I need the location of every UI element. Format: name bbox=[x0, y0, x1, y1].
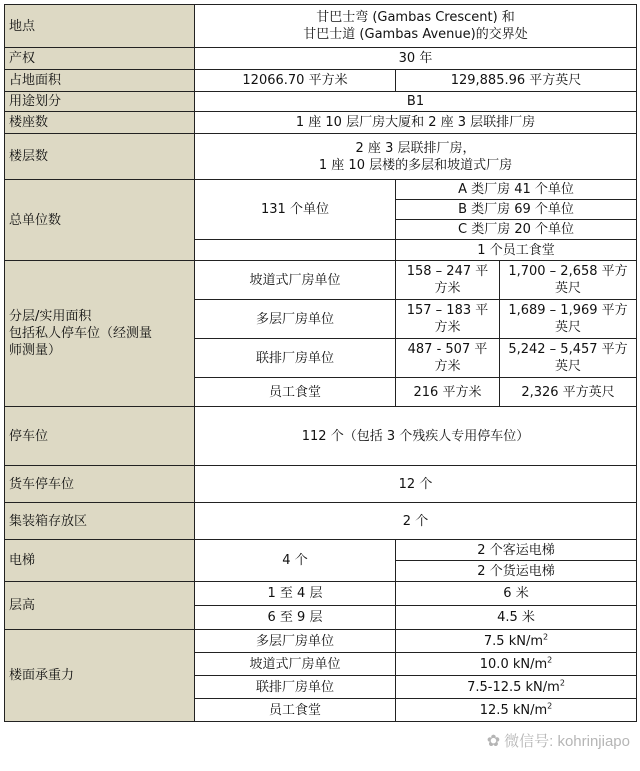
load-type-ramp: 坡道式厂房单位 bbox=[195, 653, 396, 676]
strata-sqft-ramp-line2: 英尺 bbox=[555, 281, 582, 296]
load-value-ramp bbox=[396, 653, 637, 676]
strata-sqft-ramp-line1: 1,700 – 2,658 平方 bbox=[508, 264, 628, 279]
strata-sqft-multi-line1: 1,689 – 1,969 平方 bbox=[508, 303, 628, 318]
load-value-canteen bbox=[396, 699, 637, 722]
lifts-passenger: 2 个客运电梯 bbox=[396, 540, 637, 561]
load-value-ramp-sup: 2 bbox=[547, 655, 553, 665]
units-canteen: 1 个员工食堂 bbox=[396, 240, 637, 261]
wechat-watermark bbox=[487, 730, 630, 751]
load-value-terrace bbox=[396, 676, 637, 699]
strata-sqm-multi-line1: 157 – 183 平 bbox=[406, 303, 489, 318]
row-strata-ramp bbox=[5, 261, 637, 300]
strata-sqm-multi-line2: 方米 bbox=[434, 320, 461, 335]
row-ceiling-1 bbox=[5, 582, 637, 606]
floor-load-label: 楼面承重力 bbox=[5, 630, 195, 722]
units-empty-cell bbox=[195, 240, 396, 261]
lorry-label: 货车停车位 bbox=[5, 466, 195, 503]
strata-type-canteen: 员工食堂 bbox=[195, 378, 396, 407]
ceiling-height-2: 4.5 米 bbox=[396, 606, 637, 630]
load-type-canteen: 员工食堂 bbox=[195, 699, 396, 722]
strata-type-terrace: 联排厂房单位 bbox=[195, 339, 396, 378]
ceiling-label: 层高 bbox=[5, 582, 195, 630]
zoning-label: 用途划分 bbox=[5, 92, 195, 112]
blocks-label: 楼座数 bbox=[5, 112, 195, 134]
strata-sqm-terrace-line2: 方米 bbox=[434, 359, 461, 374]
strata-sqm-ramp-line1: 158 – 247 平 bbox=[406, 264, 489, 279]
ceiling-height-1: 6 米 bbox=[396, 582, 637, 606]
storeys-line1: 2 座 3 层联排厂房， bbox=[355, 140, 476, 156]
strata-sqm-ramp-line2: 方米 bbox=[434, 281, 461, 296]
load-value-ramp-text: 10.0 kN/m bbox=[479, 656, 548, 672]
parking-value: 112 个（包括 3 个残疾人专用停车位） bbox=[195, 407, 637, 466]
spec-sheet bbox=[4, 4, 636, 766]
load-type-multi: 多层厂房单位 bbox=[195, 630, 396, 653]
row-lorry bbox=[5, 466, 637, 503]
strata-label bbox=[5, 261, 195, 407]
strata-type-ramp: 坡道式厂房单位 bbox=[195, 261, 396, 300]
row-storeys bbox=[5, 134, 637, 180]
units-label: 总单位数 bbox=[5, 180, 195, 261]
strata-sqft-ramp bbox=[500, 261, 637, 300]
watermark-text: 微信号: kohrinjiapo bbox=[504, 733, 630, 750]
storeys-line2: 1 座 10 层楼的多层和坡道式厂房 bbox=[318, 157, 513, 173]
storeys-value bbox=[195, 134, 637, 180]
lifts-total: 4 个 bbox=[195, 540, 396, 582]
tenure-value: 30 年 bbox=[195, 48, 637, 70]
units-total: 131 个单位 bbox=[195, 180, 396, 240]
load-value-canteen-text: 12.5 kN/m bbox=[479, 702, 548, 718]
row-zoning bbox=[5, 92, 637, 112]
strata-sqm-canteen: 216 平方米 bbox=[396, 378, 500, 407]
row-blocks bbox=[5, 112, 637, 134]
zoning-value: B1 bbox=[195, 92, 637, 112]
strata-sqm-ramp bbox=[396, 261, 500, 300]
load-value-multi-text: 7.5 kN/m bbox=[483, 633, 544, 649]
storeys-label: 楼层数 bbox=[5, 134, 195, 180]
strata-sqm-multi bbox=[396, 300, 500, 339]
strata-sqft-multi-line2: 英尺 bbox=[555, 320, 582, 335]
row-load-multi bbox=[5, 630, 637, 653]
tenure-label: 产权 bbox=[5, 48, 195, 70]
strata-sqft-multi bbox=[500, 300, 637, 339]
location-label: 地点 bbox=[5, 5, 195, 48]
parking-label: 停车位 bbox=[5, 407, 195, 466]
row-units bbox=[5, 180, 637, 200]
blocks-value: 1 座 10 层厂房大厦和 2 座 3 层联排厂房 bbox=[195, 112, 637, 134]
load-value-multi-sup: 2 bbox=[543, 632, 549, 642]
row-parking bbox=[5, 407, 637, 466]
load-value-terrace-sup: 2 bbox=[559, 678, 565, 688]
wechat-icon: ✿ bbox=[486, 733, 501, 750]
location-line2: 甘巴士道 (Gambas Avenue)的交界处 bbox=[303, 27, 528, 42]
container-label: 集装箱存放区 bbox=[5, 503, 195, 540]
lorry-value: 12 个 bbox=[195, 466, 637, 503]
row-tenure bbox=[5, 48, 637, 70]
land-area-sqft: 129,885.96 平方英尺 bbox=[396, 70, 637, 92]
strata-sqft-canteen: 2,326 平方英尺 bbox=[500, 378, 637, 407]
land-area-sqm: 12066.70 平方米 bbox=[195, 70, 396, 92]
strata-type-multi: 多层厂房单位 bbox=[195, 300, 396, 339]
units-type-b: B 类厂房 69 个单位 bbox=[396, 200, 637, 220]
load-type-terrace: 联排厂房单位 bbox=[195, 676, 396, 699]
strata-sqft-terrace-line1: 5,242 – 5,457 平方 bbox=[508, 342, 628, 357]
strata-label-line1: 分层/实用面积 bbox=[9, 309, 92, 324]
strata-sqft-terrace-line2: 英尺 bbox=[555, 359, 582, 374]
row-lifts-passenger bbox=[5, 540, 637, 561]
lifts-cargo: 2 个货运电梯 bbox=[396, 561, 637, 582]
row-land-area bbox=[5, 70, 637, 92]
container-value: 2 个 bbox=[195, 503, 637, 540]
units-type-a: A 类厂房 41 个单位 bbox=[396, 180, 637, 200]
strata-sqm-terrace bbox=[396, 339, 500, 378]
lifts-label: 电梯 bbox=[5, 540, 195, 582]
load-value-multi bbox=[396, 630, 637, 653]
load-value-canteen-sup: 2 bbox=[547, 701, 553, 711]
row-container bbox=[5, 503, 637, 540]
ceiling-floors-2: 6 至 9 层 bbox=[195, 606, 396, 630]
strata-label-line3: 师测量） bbox=[9, 343, 62, 358]
load-value-terrace-text: 7.5-12.5 kN/m bbox=[467, 679, 560, 695]
strata-label-line2: 包括私人停车位（经测量 bbox=[9, 326, 153, 341]
land-area-label: 占地面积 bbox=[5, 70, 195, 92]
ceiling-floors-1: 1 至 4 层 bbox=[195, 582, 396, 606]
strata-sqm-terrace-line1: 487 - 507 平 bbox=[407, 342, 488, 357]
units-type-c: C 类厂房 20 个单位 bbox=[396, 220, 637, 240]
property-spec-table bbox=[4, 4, 637, 722]
location-line1: 甘巴士弯 (Gambas Crescent) 和 bbox=[316, 10, 515, 25]
location-value bbox=[195, 5, 637, 48]
row-location bbox=[5, 5, 637, 48]
strata-sqft-terrace bbox=[500, 339, 637, 378]
